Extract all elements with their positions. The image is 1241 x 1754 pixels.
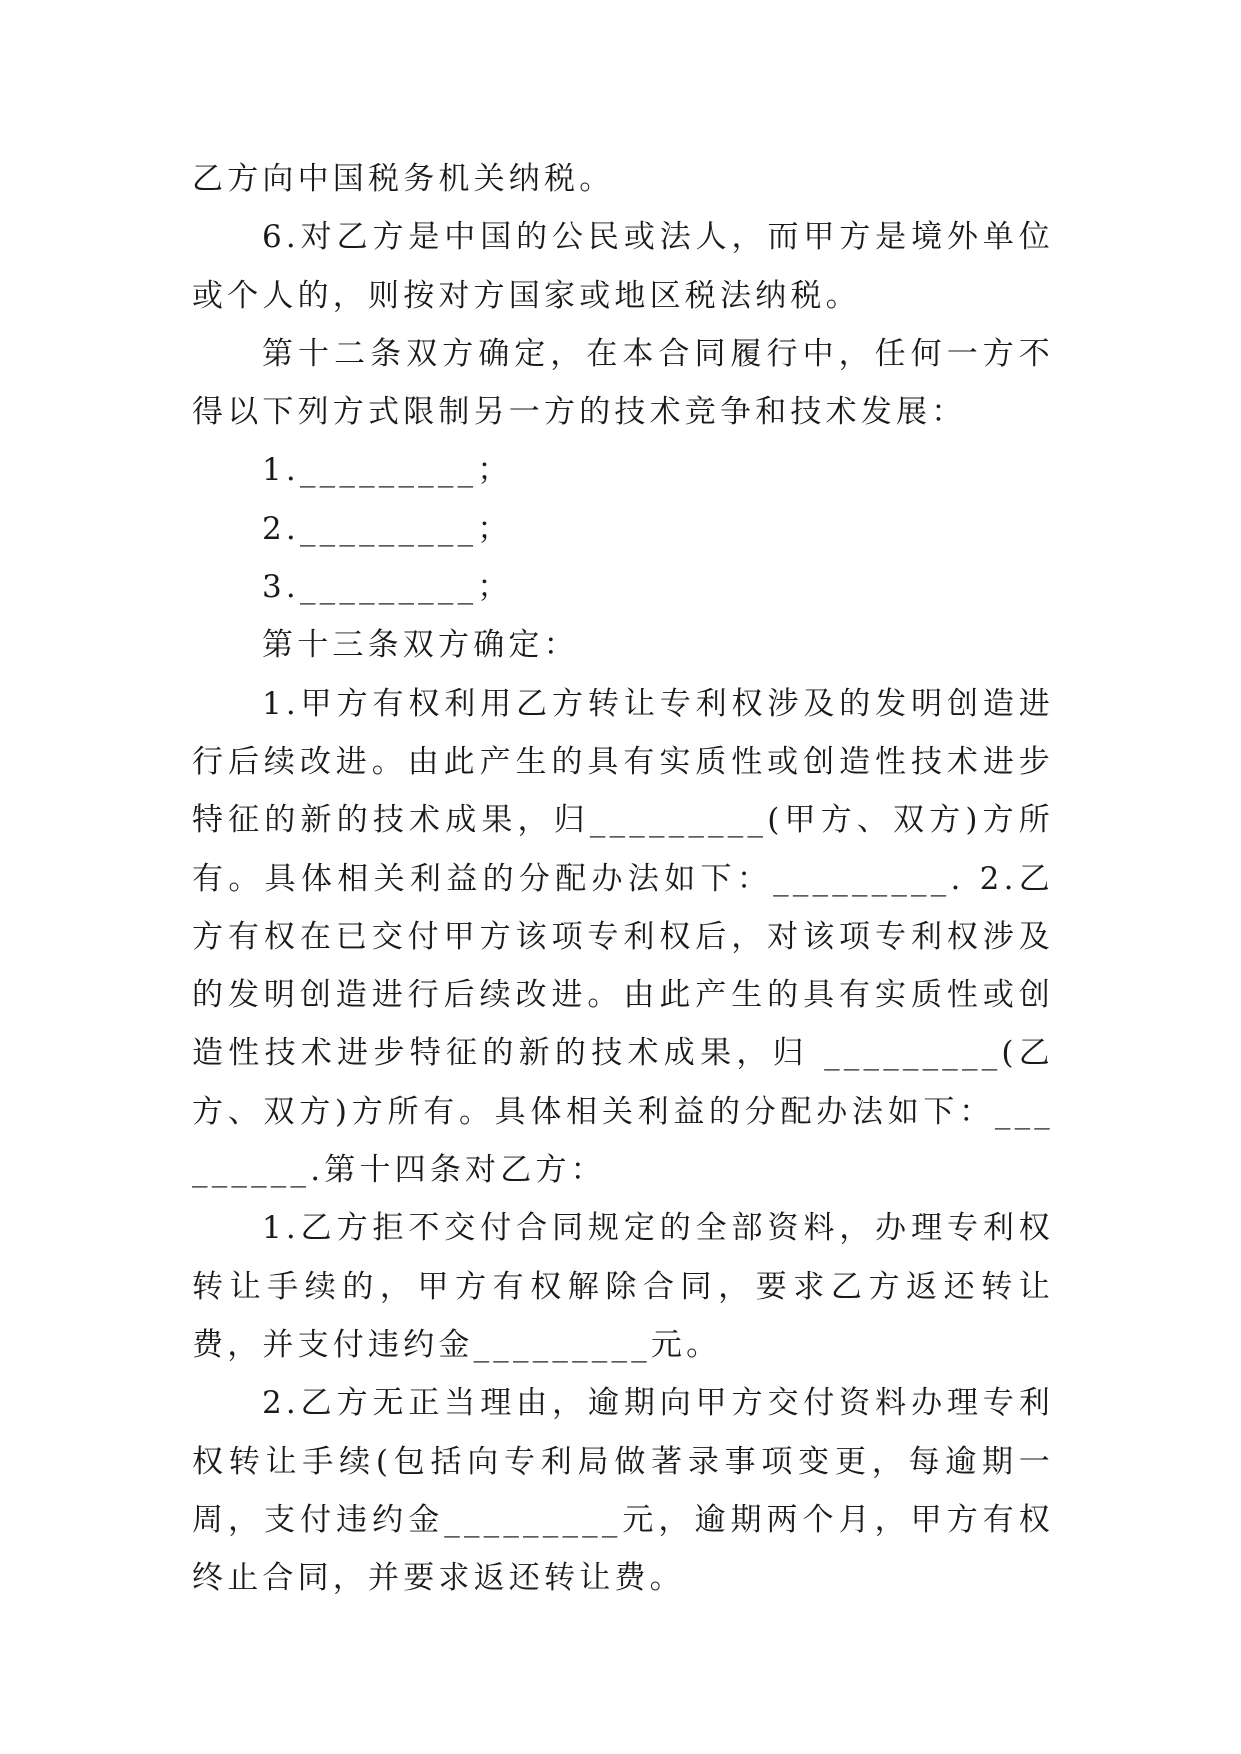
- paragraph-item-6: 6.对乙方是中国的公民或法人，而甲方是境外单位或个人的，则按对方国家或地区税法纳税。: [192, 219, 1054, 314]
- list-item-3: 3._________；: [262, 569, 513, 606]
- paragraph-article-14-item-2: 2.乙方无正当理由，逾期向甲方交付资料办理专利权转让手续(包括向专利局做著录事项变更，每逾期一周，支付违约金_________元，逾期两个月，甲方有权终止合同，并要求返还转让费。: [192, 1385, 1054, 1597]
- paragraph-article-14-item-1: 1.乙方拒不交付合同规定的全部资料，办理专利权转让手续的，甲方有权解除合同，要求乙方返还转让费，并支付违约金_________元。: [192, 1210, 1054, 1363]
- list-item-2: 2._________；: [262, 510, 513, 547]
- document-body: [192, 150, 1054, 1607]
- paragraph-article-13: 第十三条双方确定：: [262, 627, 579, 664]
- paragraph-article-12: 第十二条双方确定，在本合同履行中，任何一方不得以下列方式限制另一方的技术竞争和技术发展：: [192, 335, 1054, 431]
- list-item-1: 1._________；: [262, 452, 513, 489]
- paragraph-tax-continuation: 乙方向中国税务机关纳税。: [192, 161, 615, 197]
- paragraph-article-13-clauses: 1.甲方有权利用乙方转让专利权涉及的发明创造进行后续改进。由此产生的具有实质性或创造性技术进步特征的新的技术成果，归_________(甲方、双方)方所有。具体相关利益的分配办法如下：_________. 2.乙方有权在已交付甲方该项专利权后，对该项专利权涉及的发明创造进行后续改进。由此产生的具有实质性或创造性技术进步特征的新的技术成果，归 _________(乙方、双方)方所有。具体相关利益的分配办法如下：_________.第十四条对乙方：: [192, 685, 1054, 1189]
